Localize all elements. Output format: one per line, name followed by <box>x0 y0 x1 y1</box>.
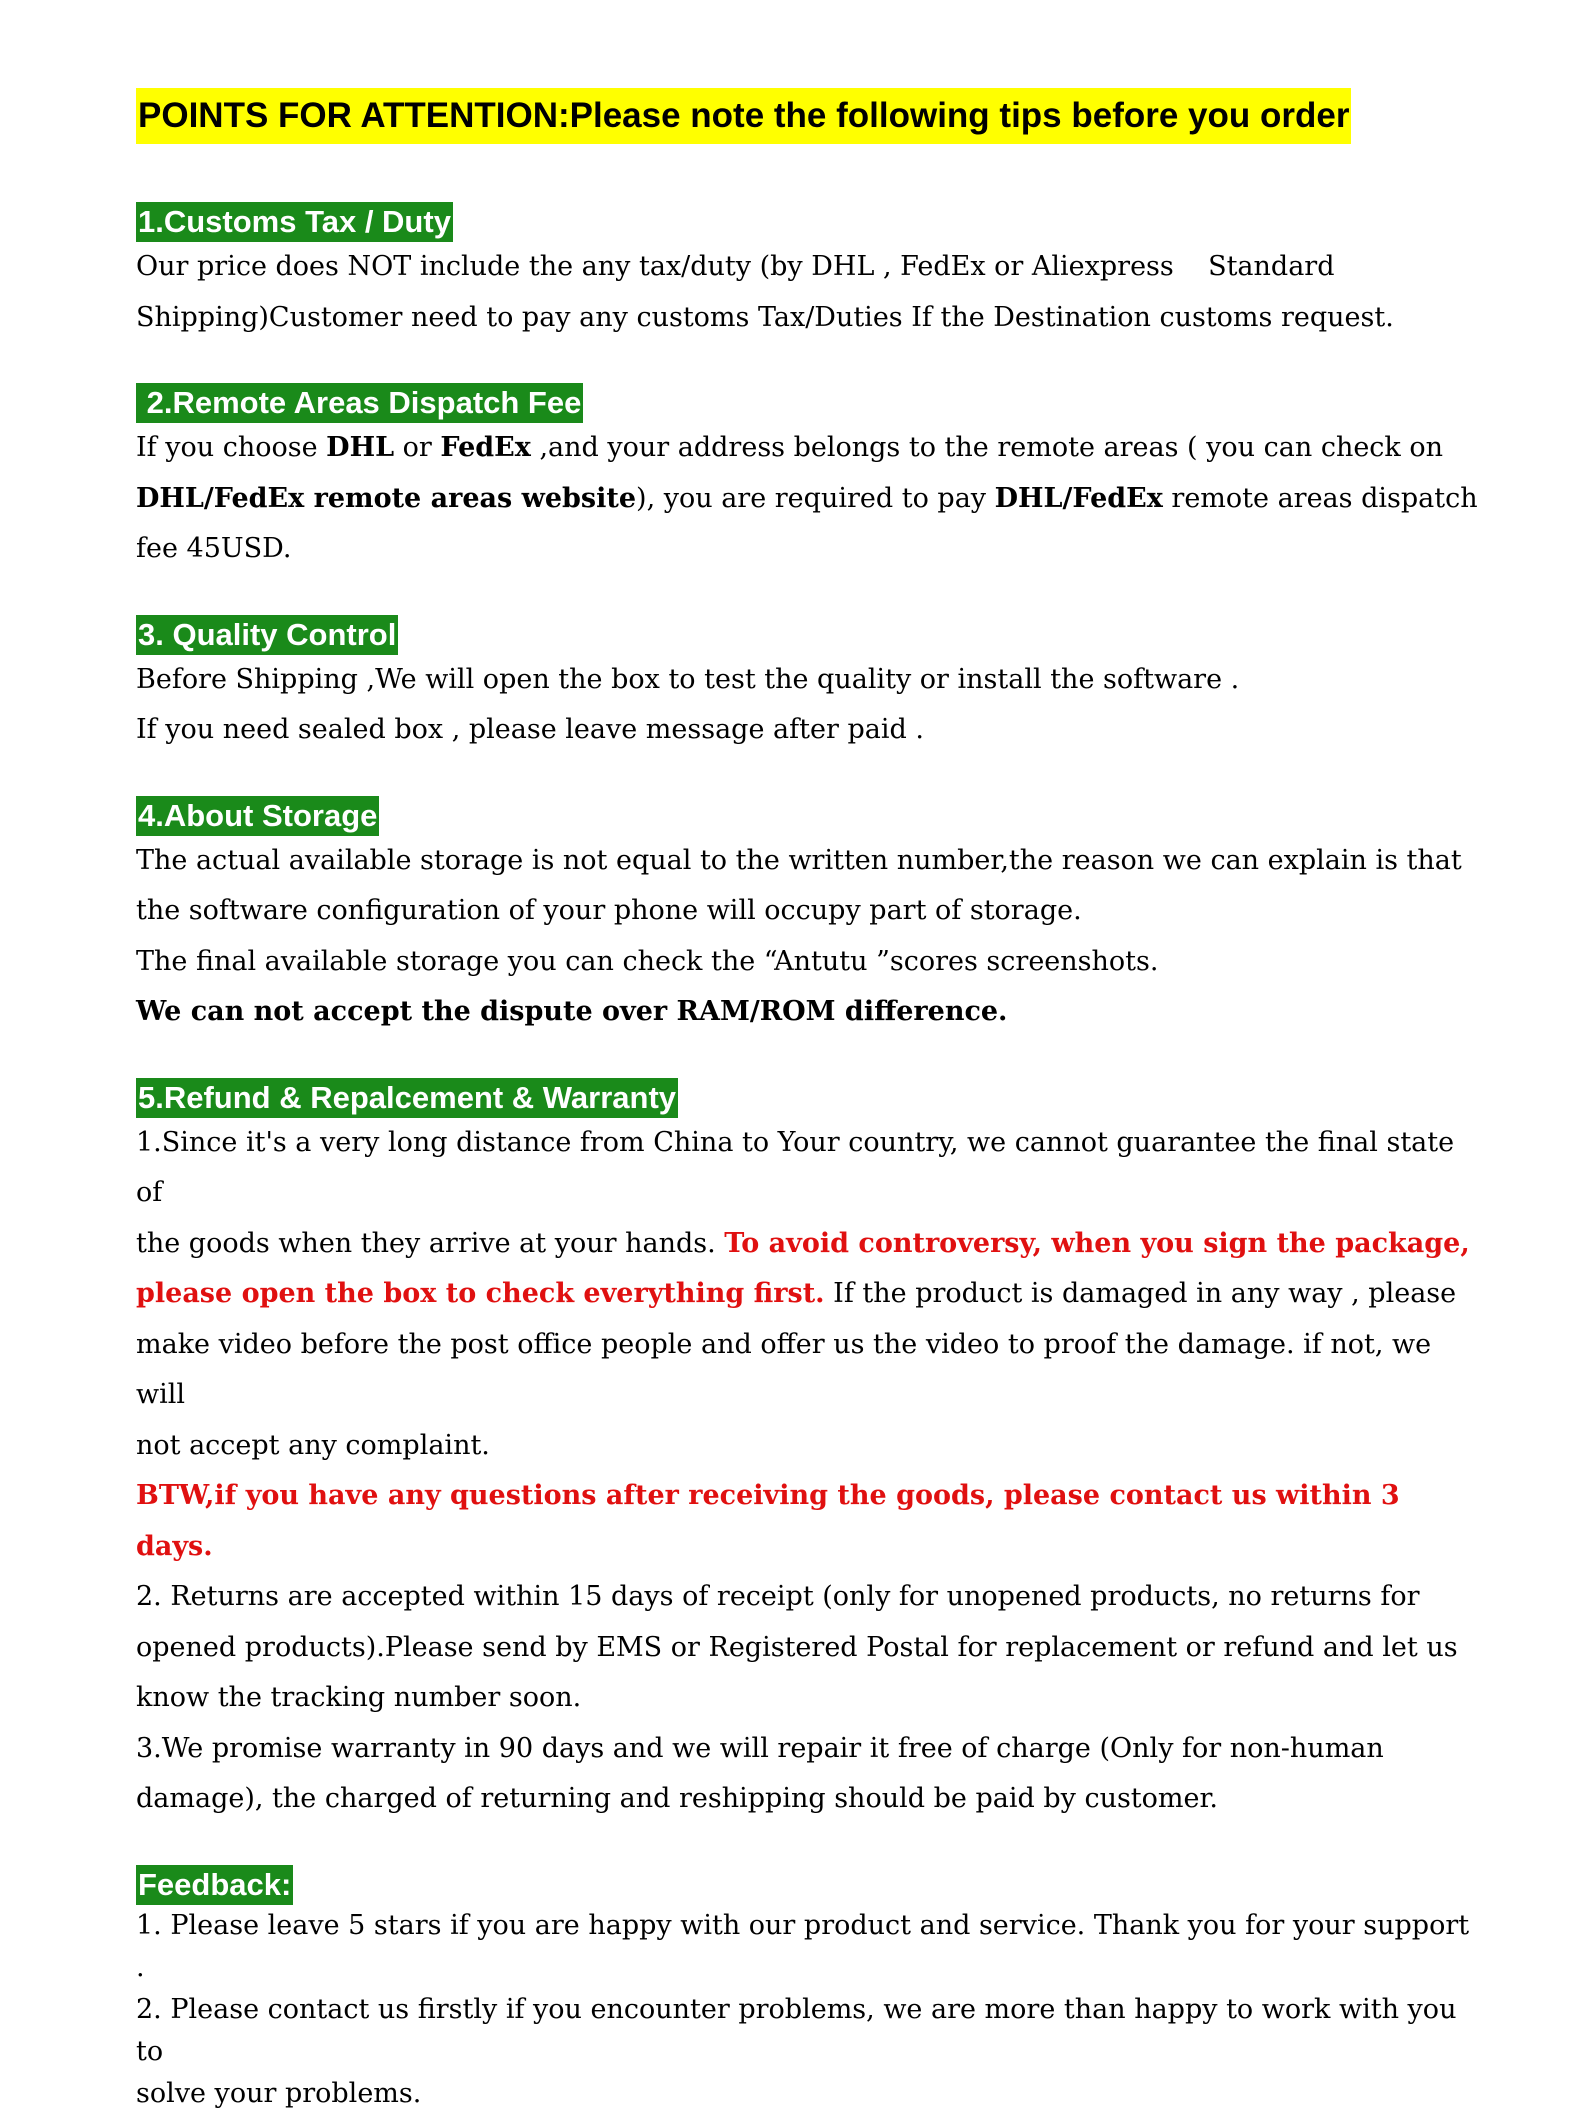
paragraph <box>136 1905 1481 2115</box>
spacer <box>136 756 1481 796</box>
text-line: fee 45USD. <box>136 533 292 564</box>
section-refund-warranty <box>136 1078 1481 1825</box>
section-heading: 1.Customs Tax / Duty <box>136 202 453 242</box>
text-line: Shipping)Customer need to pay any customs Tax/Duties If the Destination customs request. <box>136 301 1394 333</box>
text-run: If you choose <box>136 432 327 463</box>
text-line: Before Shipping ,We will open the box to test the quality or install the software . <box>136 663 1240 695</box>
text-line: The actual available storage is not equal to the written number,the reason we can explain is that <box>136 844 1462 876</box>
bold-text: FedEx <box>440 432 531 463</box>
paragraph <box>136 1118 1481 1825</box>
section-heading: Feedback: <box>136 1865 293 1905</box>
text-line: solve your problems. <box>136 2077 422 2109</box>
text-line: make video before the post office people and offer us the video to proof the damage. if not, we will <box>136 1328 1432 1410</box>
section-heading: 3. Quality Control <box>136 615 398 655</box>
paragraph <box>136 655 1481 756</box>
text-line: not accept any complaint. <box>136 1429 490 1461</box>
bold-text: DHL/FedEx remote areas website <box>136 482 637 514</box>
text-run: ), you are required to pay <box>636 482 995 514</box>
warning-text: please open the box to check everything first. <box>136 1278 825 1309</box>
spacer <box>136 144 1481 202</box>
text-run: If the product is damaged in any way , please <box>824 1278 1457 1309</box>
text-line: The final available storage you can check the “Antutu ”scores screenshots. <box>136 945 1159 977</box>
text-run: the goods when they arrive at your hands. <box>136 1227 725 1259</box>
text-run: remote areas dispatch <box>1162 482 1478 514</box>
warning-text: BTW,if you have any questions after receiving the goods, please contact us within 3 days. <box>136 1480 1400 1562</box>
paragraph <box>136 242 1481 343</box>
spacer <box>136 343 1481 383</box>
text-run: ,and your address belongs to the remote areas ( you can check on <box>530 432 1444 463</box>
text-line: the software configuration of your phone will occupy part of storage. <box>136 895 1082 926</box>
text-line: damage), the charged of returning and reshipping should be paid by customer. <box>136 1783 1219 1814</box>
section-heading: 2.Remote Areas Dispatch Fee <box>136 383 583 423</box>
section-customs-tax <box>136 202 1481 343</box>
bold-text: We can not accept the dispute over RAM/ROM difference. <box>136 996 1008 1027</box>
section-feedback <box>136 1865 1481 2115</box>
section-quality-control <box>136 615 1481 756</box>
text-run: or <box>394 432 441 463</box>
text-line: opened products).Please send by EMS or Registered Postal for replacement or refund and let us <box>136 1631 1458 1663</box>
text-line: 1.Since it's a very long distance from China to Your country, we cannot guarantee the final state of <box>136 1126 1455 1208</box>
bold-text: DHL <box>326 432 395 463</box>
paragraph <box>136 423 1481 575</box>
spacer <box>136 1825 1481 1865</box>
paragraph <box>136 836 1481 1038</box>
text-line: Our price does NOT include the any tax/duty (by DHL , FedEx or Aliexpress Standard <box>136 251 1335 282</box>
document-page <box>136 88 1481 2115</box>
spacer <box>136 1038 1481 1078</box>
text-line: 2. Please contact us firstly if you encounter problems, we are more than happy to work with you to <box>136 1993 1457 2067</box>
section-heading: 5.Refund & Repalcement & Warranty <box>136 1078 678 1118</box>
text-line: 2. Returns are accepted within 15 days of receipt (only for unopened products, no returns for <box>136 1581 1420 1612</box>
spacer <box>136 575 1481 615</box>
bold-text: DHL/FedEx <box>994 482 1163 514</box>
text-line: 3.We promise warranty in 90 days and we will repair it free of charge (Only for non-human <box>136 1732 1384 1764</box>
text-line: If you need sealed box , please leave message after paid . <box>136 714 924 745</box>
text-line: 1. Please leave 5 stars if you are happy with our product and service. Thank you for your support . <box>136 1909 1470 1983</box>
page-title: POINTS FOR ATTENTION:Please note the following tips before you order <box>136 88 1351 144</box>
section-remote-areas <box>136 383 1481 575</box>
section-heading: 4.About Storage <box>136 796 379 836</box>
text-line: know the tracking number soon. <box>136 1682 582 1713</box>
warning-text: To avoid controversy, when you sign the package, <box>724 1227 1470 1259</box>
section-storage <box>136 796 1481 1038</box>
